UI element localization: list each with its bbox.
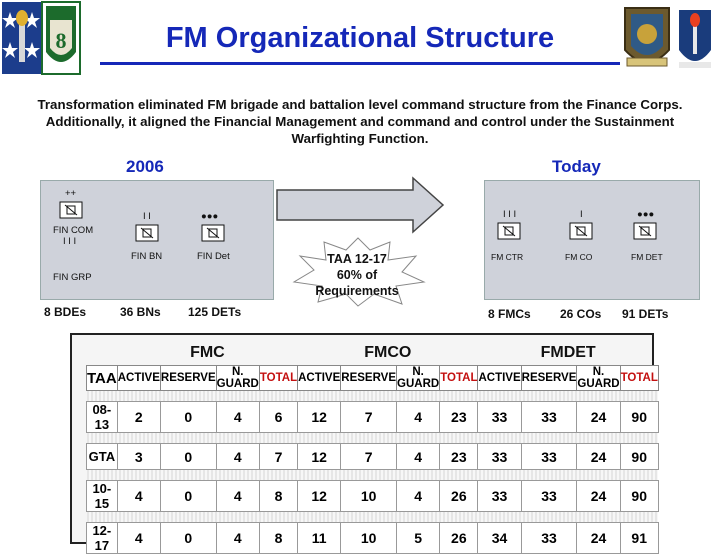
column-header-row	[87, 366, 659, 391]
crest-emblem	[617, 2, 717, 78]
unit-label: FIN Det	[197, 251, 230, 262]
table-cell: 24	[577, 402, 620, 433]
col-header: RESERVE	[521, 366, 577, 391]
unit-label: FIN BN	[131, 251, 163, 262]
table-cell: 5	[397, 523, 440, 554]
table-row	[87, 523, 659, 554]
table-cell: 90	[620, 444, 658, 470]
table-cell: 33	[478, 444, 521, 470]
table-cell: 33	[521, 481, 577, 512]
count-dets: 125 DETs	[188, 305, 242, 319]
page-title: FM Organizational Structure	[165, 22, 555, 54]
table-cell: 0	[160, 481, 216, 512]
table-cell: 4	[397, 481, 440, 512]
table-cell: 23	[440, 444, 478, 470]
fin-bn-symbol	[135, 224, 159, 242]
table-cell: 11	[298, 523, 341, 554]
army-insignia-emblem	[2, 2, 80, 74]
table-cell: 12	[298, 444, 341, 470]
table-cell: 10	[341, 523, 397, 554]
intro-paragraph: Transformation eliminated FM brigade and battalion level command structure from the Finance Corps. Additionally, it aligned the Financial Management and command and control under the Sustainment Warfighting Function.	[37, 97, 683, 146]
allocation-table	[70, 333, 658, 553]
table-cell: 33	[478, 402, 521, 433]
group-fmco: FMCO	[364, 344, 412, 361]
unit-echelon: I I	[143, 211, 151, 222]
table-cell: 7	[259, 444, 297, 470]
taa-text-line1: TAA 12-17	[327, 252, 387, 266]
table-cell: 4	[397, 444, 440, 470]
table-cell: 33	[478, 481, 521, 512]
table-cell: 33	[521, 444, 577, 470]
table-cell: 0	[160, 444, 216, 470]
row-taa: GTA	[87, 444, 118, 470]
table-cell: 8	[259, 481, 297, 512]
col-header: N. GUARD	[577, 366, 620, 390]
col-header-total: TOTAL	[259, 366, 297, 391]
taa-callout	[292, 251, 422, 299]
unit-label: FIN COM	[53, 225, 94, 236]
col-header-total: TOTAL	[620, 366, 658, 391]
table-cell: 34	[478, 523, 521, 554]
table-cell: 0	[160, 523, 216, 554]
table-cell: 33	[521, 523, 577, 554]
title-underline	[100, 62, 620, 65]
year-label-2006: 2006	[126, 157, 164, 176]
unit-echelon: ●●●	[637, 209, 655, 220]
taa-text-line2: 60% of	[336, 268, 378, 282]
col-header: ACTIVE	[298, 366, 341, 391]
row-taa: 10-15	[87, 481, 118, 512]
fin-det-symbol	[201, 224, 225, 242]
group-fmdet: FMDET	[540, 344, 596, 361]
table-cell: 6	[259, 402, 297, 433]
table-cell: 4	[216, 402, 259, 433]
fm-ctr-symbol	[497, 222, 521, 240]
col-header: RESERVE	[160, 366, 216, 391]
unit-label: FIN GRP	[53, 272, 92, 283]
title-bar	[0, 0, 720, 82]
table-cell: 4	[117, 481, 160, 512]
table-cell: 2	[117, 402, 160, 433]
col-header: ACTIVE	[478, 366, 521, 391]
table-cell: 24	[577, 523, 620, 554]
panel-today	[484, 180, 700, 300]
table-cell: 4	[216, 444, 259, 470]
unit-echelon: ●●●	[201, 211, 219, 222]
table-cell: 4	[397, 402, 440, 433]
transition-arrow	[275, 176, 447, 234]
table-cell: 7	[341, 402, 397, 433]
allocation-grid	[86, 341, 659, 554]
table-cell: 26	[440, 523, 478, 554]
panel-2006	[40, 180, 274, 300]
table-cell: 90	[620, 481, 658, 512]
count-dets-today: 91 DETs	[622, 307, 669, 321]
col-header: RESERVE	[341, 366, 397, 391]
table-cell: 12	[298, 481, 341, 512]
table-cell: 7	[341, 444, 397, 470]
table-cell: 12	[298, 402, 341, 433]
count-fmcs: 8 FMCs	[488, 307, 531, 321]
table-cell: 10	[341, 481, 397, 512]
unit-echelon: ++	[65, 188, 77, 199]
unit-echelon: I I I	[503, 209, 517, 220]
col-header: N. GUARD	[216, 366, 259, 390]
table-row	[87, 481, 659, 512]
unit-echelon: I	[580, 209, 583, 220]
table-cell: 23	[440, 402, 478, 433]
count-bdes: 8 BDEs	[44, 305, 87, 319]
table-cell: 26	[440, 481, 478, 512]
unit-label: FM CTR	[491, 252, 524, 262]
table-cell: 0	[160, 402, 216, 433]
table-cell: 90	[620, 402, 658, 433]
year-label-today: Today	[552, 157, 601, 176]
table-cell: 24	[577, 444, 620, 470]
table-cell: 4	[216, 523, 259, 554]
table-cell: 4	[216, 481, 259, 512]
fm-det-symbol	[633, 222, 657, 240]
table-row	[87, 444, 659, 470]
row-taa: 08-13	[87, 402, 118, 433]
fin-com-symbol	[59, 201, 83, 219]
fm-co-symbol	[569, 222, 593, 240]
row-taa: 12-17	[87, 523, 118, 554]
col-header: ACTIVE	[117, 366, 160, 391]
unit-echelon: I I I	[63, 236, 77, 247]
table-cell: 8	[259, 523, 297, 554]
col-header: N. GUARD	[397, 366, 440, 390]
svg-text:8: 8	[55, 28, 67, 53]
unit-label: FM DET	[631, 252, 663, 262]
group-fmc: FMC	[190, 344, 225, 361]
col-header-taa: TAA	[87, 366, 118, 391]
taa-text-line3: Requirements	[315, 284, 399, 298]
count-cos: 26 COs	[560, 307, 602, 321]
unit-label: FM CO	[565, 252, 593, 262]
table-cell: 91	[620, 523, 658, 554]
table-cell: 33	[521, 402, 577, 433]
count-bns: 36 BNs	[120, 305, 161, 319]
col-header-total: TOTAL	[440, 366, 478, 391]
table-cell: 3	[117, 444, 160, 470]
group-header-row	[87, 341, 659, 366]
table-cell: 4	[117, 523, 160, 554]
table-row	[87, 402, 659, 433]
table-cell: 24	[577, 481, 620, 512]
